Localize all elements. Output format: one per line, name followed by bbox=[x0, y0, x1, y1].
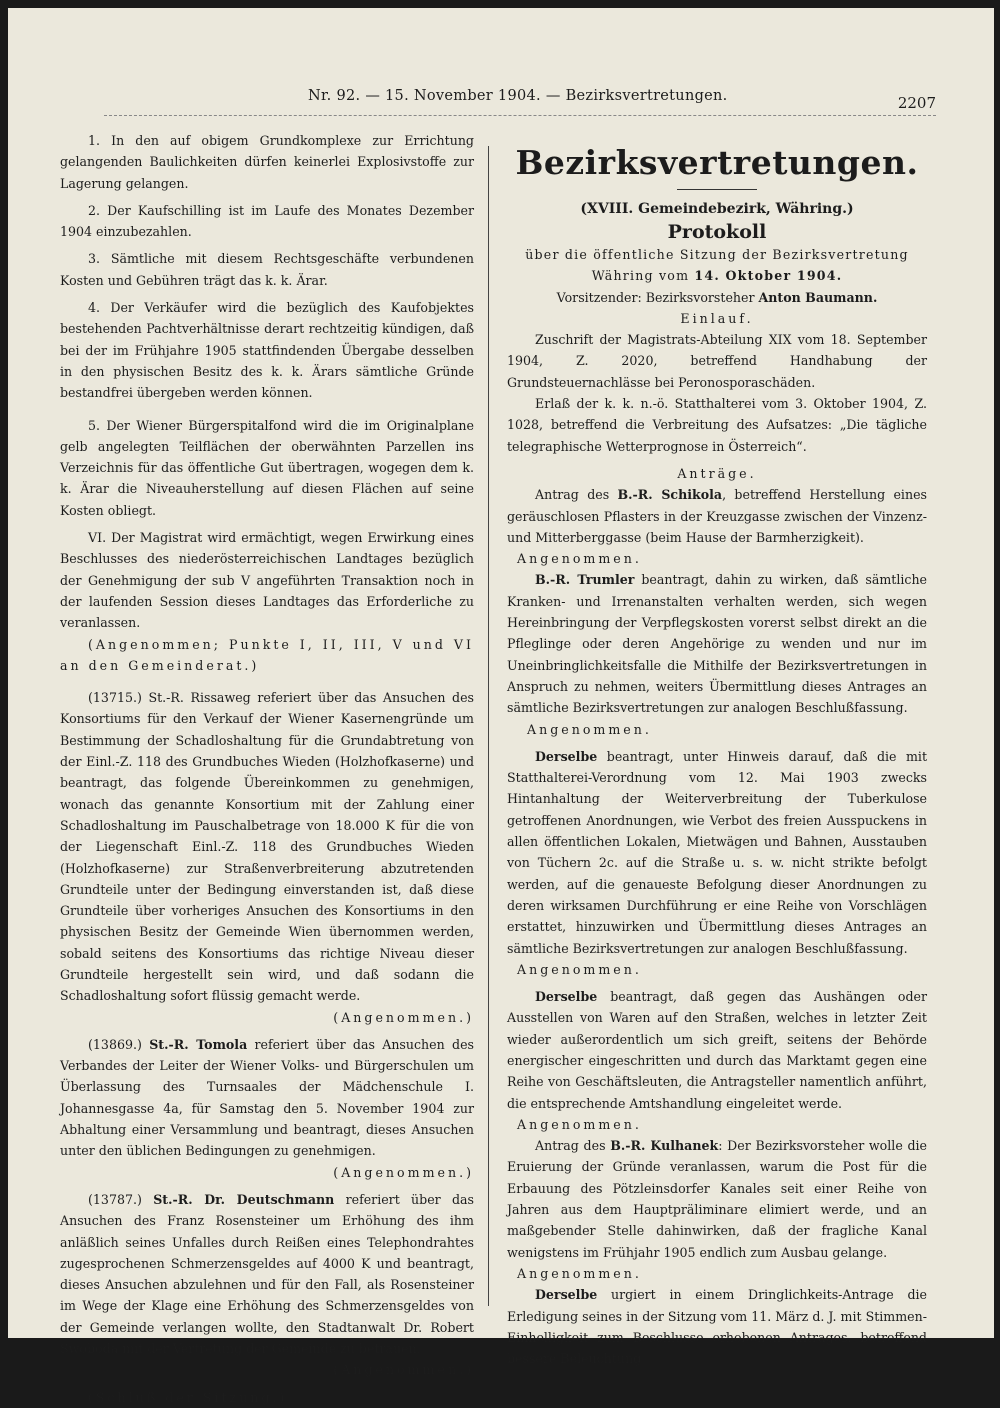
page-header bbox=[8, 88, 994, 118]
left-column bbox=[60, 130, 474, 1408]
motion-text: , betreffend Herstellung eines geräuschlosen Pflasters in der Kreuzgasse zwischen der Vinzenz- und Mitterberggasse (beim Hause der Barmherzigkeit). bbox=[507, 487, 927, 545]
paragraph-13787 bbox=[60, 1189, 474, 1359]
section-subtitle: (XVIII. Gemeindebezirk, Währing.) bbox=[580, 201, 854, 217]
header-title: Nr. 92. — 15. November 1904. — Bezirksvertretungen. bbox=[308, 88, 728, 104]
status-accepted: Angenommen. bbox=[517, 1265, 642, 1281]
motion-trumler bbox=[507, 569, 927, 718]
incoming-item-2: Erlaß der k. k. n.-ö. Statthalterei vom 3. Oktober 1904, Z. 1028, betreffend die Verbreitung des Aufsatzes: „Die tägliche telegraphische Wetterprognose in Österreich“. bbox=[507, 396, 927, 454]
speaker-name: Derselbe bbox=[535, 748, 598, 764]
paragraph-13869 bbox=[60, 1034, 474, 1162]
motion-kulhanek bbox=[507, 1135, 927, 1263]
intro-text: Währing vom bbox=[591, 268, 695, 284]
ref-number: (13869.) bbox=[88, 1036, 142, 1052]
status-accepted: Angenommen. bbox=[517, 1116, 642, 1132]
motion-derselbe-3 bbox=[507, 1284, 927, 1369]
speaker-name: B.-R. Schikola bbox=[617, 487, 723, 503]
paragraph-5: 5. Der Wiener Bürgerspitalfond wird die im Originalplane gelb angelegten Teilflächen der oberwähnten Parzellen ins Verzeichnis für das öffentliche Gut übertragen, wogegen dem k. k. Ärar die Niveauherstellung auf diesen Flächen auf seine Kosten obliegt. bbox=[60, 417, 474, 518]
speaker-name: Derselbe bbox=[535, 989, 598, 1005]
paragraph-text: referiert über das Ansuchen des Verbandes der Leiter der Wiener Volks- und Bürgerschulen um Überlassung des Turnsaales der Mädchenschule I. Johannesgasse 4a, für Samstag den 5. November 1904 zur Abhaltung einer Versammlung und beantragt, dieses Ansuchen unter den üblichen Bedingungen zu genehmigen. bbox=[60, 1036, 474, 1159]
motion-derselbe-1 bbox=[507, 746, 927, 959]
antraege-heading: Anträge. bbox=[677, 465, 757, 481]
status-accepted: (Angenommen.) bbox=[333, 1164, 474, 1180]
paragraph-1: 1. In den auf obigem Grundkomplexe zur Errichtung gelangenden Baulichkeiten dürfen keinerlei Explosivstoffe zur Lagerung gelangen. bbox=[60, 133, 474, 191]
paragraph-2: 2. Der Kaufschilling ist im Laufe des Monates Dezember 1904 einzubezahlen. bbox=[60, 202, 474, 240]
incoming-item-1: Zuschrift der Magistrats-Abteilung XIX vom 18. September 1904, Z. 2020, betreffend Handhabung der Grundsteuernachlässe bei Peronosporaschäden. bbox=[507, 332, 927, 390]
paragraph-13715: (13715.) St.-R. Rissaweg referiert über das Ansuchen des Konsortiums für den Verkauf der Wiener Kasernengründe um Bestimmung der Schadloshaltung für die Grundabtretung von der Einl.-Z. 118 des Grundbuches Wieden (Holzhofkaserne) und beantragt, das folgende Übereinkommen zu genehmigen, wonach das genannte Konsortium mit der Zahlung einer Schadloshaltung im Pauschalbetrage von 18.000 K für die von der Liegenschaft Einl.-Z. 118 des Grundbuches Wieden (Holzhofkaserne) zur Straßenverbreiterung abzutretenden Grundteile unter der Bedingung einverstanden ist, daß diese Grundteile über vorheriges Ansuchen des Konsortiums in den physischen Besitz der Gemeinde Wien übernommen werden, sobald seitens des Konsortiums das richtige Niveau dieser Grundteile hergestellt sein wird, und daß sodann die Schadloshaltung sofort flüssig gemacht werde. bbox=[60, 690, 474, 1004]
title-rule bbox=[677, 189, 757, 190]
chair-name: Anton Baumann. bbox=[758, 289, 878, 305]
status-accepted: Angenommen. bbox=[527, 721, 652, 737]
chair-line bbox=[507, 287, 927, 308]
page-number: 2207 bbox=[897, 94, 936, 112]
chair-label: Vorsitzender: Bezirksvorsteher bbox=[556, 289, 759, 305]
motion-text: beantragt, dahin zu wirken, daß sämtliche Kranken- und Irrenanstalten verhalten werden, sich wegen Hereinbringung der Verpflegskosten vorerst selbst direkt an die Pfleglinge oder deren Angehörige zu wenden und nur im Uneinbringlichkeitsfalle die Mithilfe der Bezirksvertretungen in Anspruch zu nehmen, weiters Übermittlung dieses Antrages an sämtliche Bezirksvertretungen zur analogen Beschlußfassung. bbox=[507, 572, 928, 716]
ref-number: (13787.) bbox=[88, 1191, 142, 1207]
speaker-name: Derselbe bbox=[535, 1287, 598, 1303]
adoption-note: (Angenommen; Punkte I, II, III, V und VI an den Gemeinderat.) bbox=[60, 636, 474, 673]
header-rule bbox=[104, 115, 936, 116]
status-accepted: (Angenommen.) bbox=[333, 1009, 474, 1025]
motion-schikola bbox=[507, 484, 927, 548]
motion-prefix: Antrag des bbox=[535, 487, 618, 503]
intro-line-1: über die öffentliche Sitzung der Bezirksvertretung bbox=[525, 247, 909, 262]
status-accepted: Angenommen. bbox=[517, 551, 642, 567]
session-date: 14. Oktober 1904. bbox=[694, 268, 843, 284]
motion-derselbe-2 bbox=[507, 986, 927, 1114]
motion-text: : Der Bezirksvorsteher wolle die Eruierung der Gründe veranlassen, warum die Post für die Erbauung des Pötzleinsdorfer Kanales seit einer Reihe von Jahren aus dem Hauptpräliminare elimiert werde, und an maßgebender Stelle dahinwirken, daß der fragliche Kanal wenigstens im Frühjahr 1905 endlich zum Ausbau gelange. bbox=[507, 1138, 928, 1260]
speaker-name: St.-R. Dr. Deutschmann bbox=[153, 1191, 335, 1207]
einlauf-heading: Einlauf. bbox=[680, 310, 754, 326]
paragraph-6: VI. Der Magistrat wird ermächtigt, wegen Erwirkung eines Beschlusses des niederösterreichischen Landtages bezüglich der Genehmigung der sub V angeführten Transaktion noch in der laufenden Session dieses Landtages das Erforderliche zu veranlassen. bbox=[60, 530, 474, 631]
session-closing: (Schluß der Sitzung.) bbox=[88, 1389, 288, 1405]
speaker-name: B.-R. Kulhanek bbox=[610, 1138, 719, 1154]
right-column bbox=[507, 143, 927, 1369]
intro-line-2 bbox=[507, 265, 927, 286]
paragraph-4: 4. Der Verkäufer wird die bezüglich des Kaufobjektes bestehenden Pachtverhältnisse derart rechtzeitig kündigen, daß bei der im Frühjahre 1905 stattfindenden Übergabe desselben in den physischen Besitz des k. k. Ärars sämtliche Gründe bestandfrei übergeben werden können. bbox=[60, 300, 474, 401]
paragraph-3: 3. Sämtliche mit diesem Rechtsgeschäfte verbundenen Kosten und Gebühren trägt das k. k. Ärar. bbox=[60, 251, 474, 288]
protocol-heading: Protokoll bbox=[667, 221, 767, 243]
motion-text: beantragt, unter Hinweis darauf, daß die mit Statthalterei-Verordnung vom 12. Mai 1903 zwecks Hintanhaltung der Weiterverbreitung der Tuberkulose getroffenen Anordnungen, wie Verbot des freien Ausspuckens in allen öffentlichen Lokalen, Mietwägen und Bahnen, Ausstauben von Tüchern 2c. auf die Straße u. s. w. nicht strikte befolgt werden, auf die genaueste Befolgung dieser Anordnungen zu deren wirksamen Durchführung er eine Reihe von Vorschlägen erstattet, hinzuwirken und Übermittlung dieses Antrages an sämtliche Bezirksvertretungen zur analogen Beschlußfassung. bbox=[507, 748, 927, 956]
motion-prefix: Antrag des bbox=[535, 1138, 611, 1154]
motion-text: beantragt, daß gegen das Aushängen oder Ausstellen von Waren auf den Straßen, welches in letzter Zeit wieder außerordentlich um sich greift, seitens der Behörde energischer eingeschritten und durch das Marktamt gegen eine Reihe von Geschäftsleuten, die Antragsteller namentlich anführt, die entsprechende Amtshandlung eingeleitet werde. bbox=[507, 989, 927, 1111]
speaker-name: B.-R. Trumler bbox=[535, 572, 635, 588]
section-title: Bezirksvertretungen. bbox=[515, 143, 919, 182]
status-accepted: Angenommen. bbox=[517, 961, 642, 977]
motion-text: urgiert in einem Dringlichkeits-Antrage die Erledigung seines in der Sitzung vom 11. März d. J. mit Stimmen-Einhelligkeit zum Beschlusse erhobenen Antrages, betreffend bessere Beleuchtung bbox=[507, 1287, 927, 1367]
paragraph-text: referiert über das Ansuchen des Franz Rosensteiner um Erhöhung des ihm anläßlich seines Unfalles durch Reißen eines Telephondrahtes zugesprochenen Schmerzensgeldes auf 4000 K und beantragt, dieses Ansuchen abzulehnen und für den Fall, als Rosensteiner im Wege der Klage eine Erhöhung des Schmerzensgeldes von der Gemeinde verlangen wollte, den Stadtanwalt Dr. Robert Swoboda mit der Vertretung der Gemeinde zu betrauen. bbox=[60, 1191, 475, 1357]
newspaper-page bbox=[8, 8, 994, 1405]
status-accepted: (Angenommen.) bbox=[333, 1362, 474, 1378]
speaker-name: St.-R. Tomola bbox=[149, 1036, 248, 1052]
column-divider bbox=[488, 146, 489, 1306]
